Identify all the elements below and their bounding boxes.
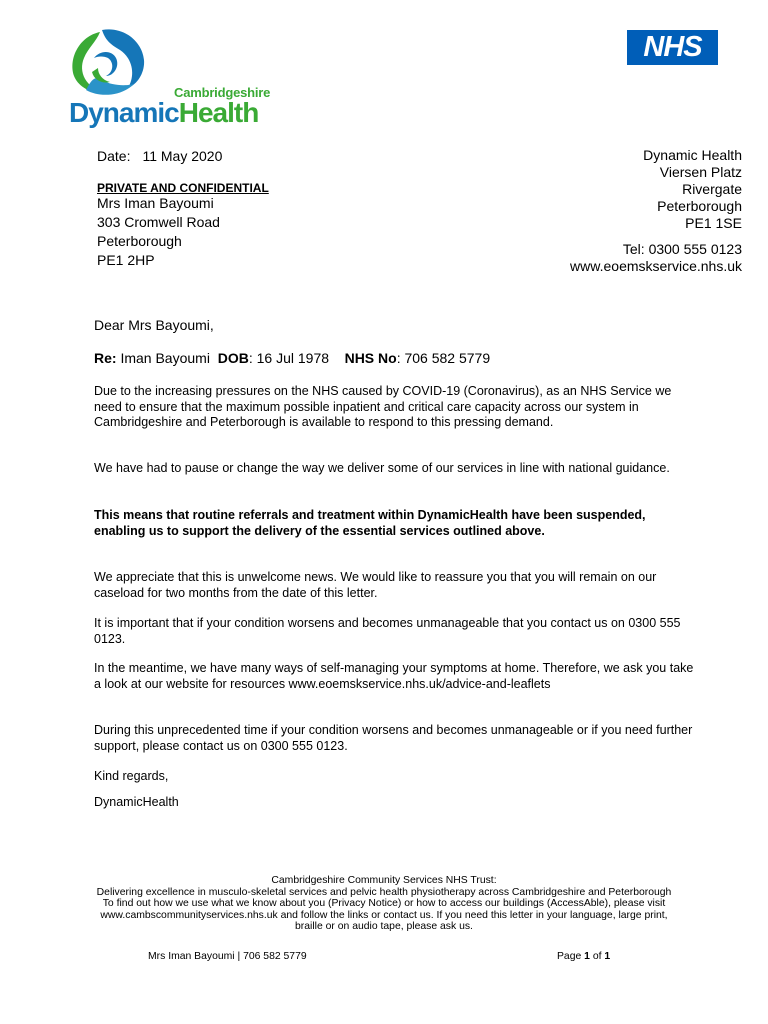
paragraph: During this unprecedented time if your condition worsens and becomes unmanageable or if you need further support, please contact us on 0300 555 0123. bbox=[94, 723, 693, 753]
sender-tel: Tel: 0300 555 0123 bbox=[622, 241, 742, 257]
recipient-line: PE1 2HP bbox=[97, 252, 155, 268]
logo-swirl-icon bbox=[66, 28, 176, 98]
page-number: Page 1 of 1 bbox=[557, 951, 611, 962]
footer-line: Delivering excellence in musculo-skeletal services and pelvic health physiotherapy across Cambridgeshire and Peterborough bbox=[96, 886, 672, 898]
recipient-line: Peterborough bbox=[97, 233, 182, 249]
sender-line: Viersen Platz bbox=[659, 164, 742, 180]
footer bbox=[95, 875, 673, 933]
paragraph: We have had to pause or change the way we deliver some of our services in line with national guidance. bbox=[94, 461, 670, 475]
date-line bbox=[97, 148, 222, 164]
paragraph: In the meantime, we have many ways of self-managing your symptoms at home. Therefore, we ask you take a look at our website for resources www.eoemskservice.nhs.uk/advice-and-leaflets bbox=[94, 661, 694, 691]
paragraph-emphasis: This means that routine referrals and treatment within DynamicHealth have been suspended, enabling us to support the delivery of the essential services outlined above. bbox=[94, 508, 646, 538]
closing: Kind regards, bbox=[94, 769, 169, 783]
sender-line: Peterborough bbox=[657, 198, 742, 214]
reference-line bbox=[94, 350, 490, 366]
date-value: 11 May 2020 bbox=[142, 148, 223, 164]
logo-region-text: Cambridgeshire bbox=[174, 85, 271, 100]
nhs-logo: NHS bbox=[627, 30, 718, 65]
re-label: Re: bbox=[94, 350, 117, 366]
date-label: Date: bbox=[97, 148, 131, 164]
paragraph: It is important that if your condition worsens and becomes unmanageable that you contact us on 0300 555 0123. bbox=[94, 616, 681, 646]
sender-line: Dynamic Health bbox=[643, 147, 742, 163]
footer-line: To find out how we use what we know about you (Privacy Notice) or how to access our buildings (AccessAble), please visit www.cambscommunityservices.nhs.uk and follow the links or contact us. If you need this letter in your language, large print, braille or on audio tape, please ask us. bbox=[100, 898, 668, 932]
re-name: Iman Bayoumi bbox=[120, 350, 210, 366]
sender-line: Rivergate bbox=[682, 181, 742, 197]
nhs-number-value: : 706 582 5779 bbox=[396, 350, 491, 366]
salutation: Dear Mrs Bayoumi, bbox=[94, 317, 214, 333]
recipient-address bbox=[97, 194, 220, 270]
footer-line: Cambridgeshire Community Services NHS Trust: bbox=[271, 875, 497, 886]
sender-address bbox=[570, 147, 742, 275]
recipient-line: 303 Cromwell Road bbox=[97, 214, 220, 230]
recipient-line: Mrs Iman Bayoumi bbox=[97, 195, 214, 211]
paragraph: Due to the increasing pressures on the NHS caused by COVID-19 (Coronavirus), as an NHS Service we need to ensure that the maximum possible inpatient and critical care capacity across our system in Cambridgeshire and Peterborough is available to respond to this pressing demand. bbox=[94, 384, 672, 429]
dob-label: DOB bbox=[217, 350, 249, 366]
logo-name-text: DynamicHealth bbox=[69, 97, 259, 128]
sender-line: PE1 1SE bbox=[685, 215, 742, 231]
signoff: DynamicHealth bbox=[94, 795, 179, 809]
footer-patient-ref: Mrs Iman Bayoumi | 706 582 5779 bbox=[148, 951, 307, 962]
sender-website: www.eoemskservice.nhs.uk bbox=[570, 258, 742, 274]
paragraph: We appreciate that this is unwelcome news. We would like to reassure you that you will remain on our caseload for two months from the date of this letter. bbox=[94, 570, 657, 600]
dob-value: : 16 Jul 1978 bbox=[248, 350, 330, 366]
nhs-number-label: NHS No bbox=[344, 350, 397, 366]
dynamichealth-logo bbox=[66, 28, 271, 130]
private-and-confidential-label: PRIVATE AND CONFIDENTIAL bbox=[97, 181, 269, 195]
